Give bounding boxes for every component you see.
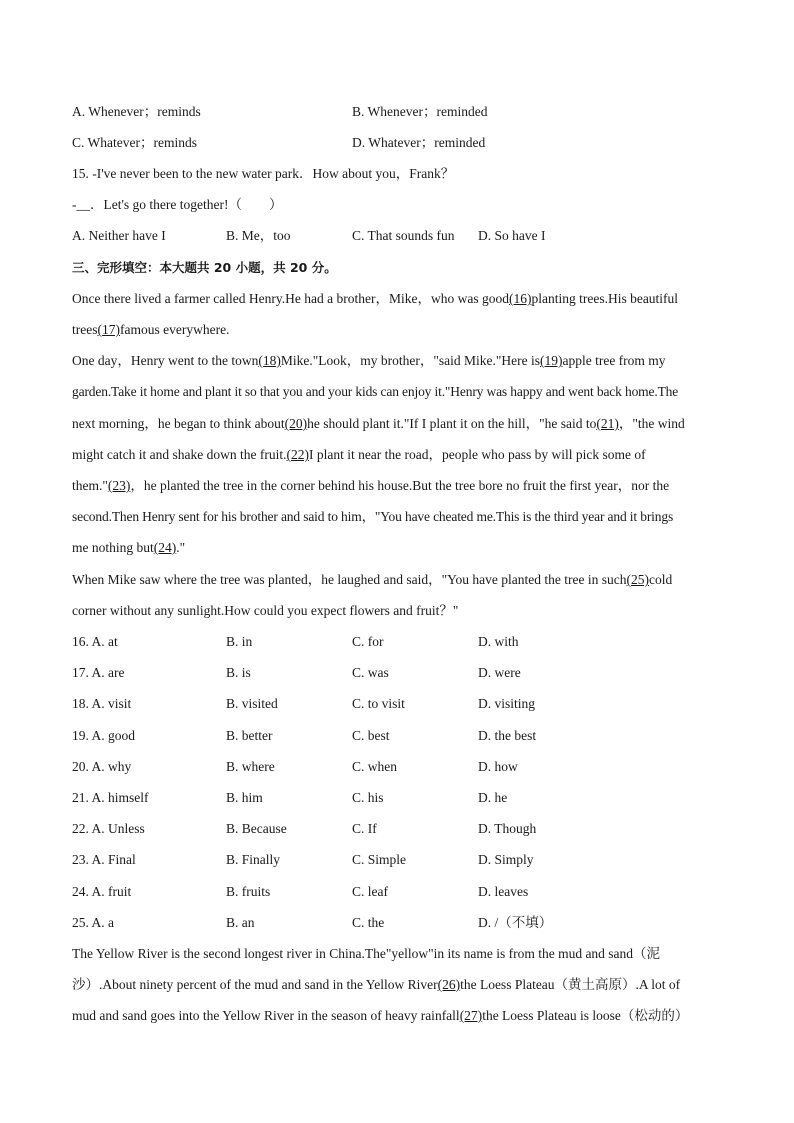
question-17-options	[72, 664, 724, 682]
q14-option-b: B. Whenever；reminded	[352, 104, 488, 119]
option-d: D. with	[478, 634, 519, 649]
option-d: D. the best	[478, 728, 537, 743]
passage1-line-5	[72, 415, 685, 433]
passage-text: apple tree from my	[562, 353, 666, 368]
option-a: 18. A. visit	[72, 696, 132, 711]
passage-text: he should plant it."If I plant it on the hill，"he said to	[307, 416, 597, 431]
option-d: D. how	[478, 759, 518, 774]
option-a: 17. A. are	[72, 665, 125, 680]
passage-text: me nothing but	[72, 540, 154, 555]
option-b: B. is	[226, 665, 251, 680]
q14-option-a: A. Whenever；reminds	[72, 104, 201, 119]
option-b: B. an	[226, 915, 255, 930]
blank-16: (16)	[508, 291, 532, 306]
option-d: D. visiting	[478, 696, 536, 711]
option-a: 25. A. a	[72, 915, 114, 930]
question-25-options	[72, 914, 724, 932]
option-b: B. him	[226, 790, 263, 805]
q14-options-row-2	[72, 134, 724, 152]
option-a: 20. A. why	[72, 759, 132, 774]
option-b: B. visited	[226, 696, 278, 711]
blank-27: (27)	[459, 1008, 483, 1023]
option-d: D. Though	[478, 821, 537, 836]
blank-25: (25)	[626, 572, 649, 587]
option-b: B. Because	[226, 821, 287, 836]
q15-option-b: B. Me，too	[226, 228, 291, 243]
option-a: 21. A. himself	[72, 790, 149, 805]
q15-stem: 15. -I've never been to the new water park．How about you，Frank？	[72, 166, 455, 181]
passage-text: mud and sand goes into the Yellow River in the season of heavy rainfall	[72, 1008, 460, 1023]
option-b: B. Finally	[226, 852, 281, 867]
passage1-line-2	[72, 321, 229, 339]
q15-options	[72, 227, 724, 245]
option-a: 19. A. good	[72, 728, 136, 743]
q15-reply: -__．Let's go there together!（ ）	[72, 197, 283, 212]
option-c: C. the	[352, 915, 385, 930]
option-c: C. his	[352, 790, 384, 805]
question-21-options	[72, 789, 724, 807]
passage-text: One day，Henry went to the town	[72, 353, 259, 368]
option-b: B. better	[226, 728, 273, 743]
passage2-line-1: The Yellow River is the second longest river in China.The"yellow"in its name is from the mud and sand（泥	[72, 946, 661, 961]
option-d: D. Simply	[478, 852, 534, 867]
option-a: 23. A. Final	[72, 852, 136, 867]
option-c: C. to visit	[352, 696, 405, 711]
passage-text: I plant it near the road，people who pass by will pick some of	[308, 447, 646, 462]
option-c: C. If	[352, 821, 377, 836]
option-c: C. when	[352, 759, 397, 774]
question-24-options	[72, 883, 724, 901]
blank-18: (18)	[258, 353, 281, 368]
blank-20: (20)	[284, 416, 308, 431]
option-c: C. leaf	[352, 884, 388, 899]
q14-options-row-1	[72, 103, 724, 121]
option-a: 16. A. at	[72, 634, 118, 649]
passage-text: famous everywhere.	[119, 322, 230, 337]
passage-text: planting trees.His beautiful	[531, 291, 679, 306]
option-a: 22. A. Unless	[72, 821, 145, 836]
q15-option-d: D. So have I	[478, 228, 546, 243]
option-c: C. for	[352, 634, 384, 649]
passage1-line-8: second.Then Henry sent for his brother and said to him，"You have cheated me.This is the third year and it brings	[72, 509, 674, 524]
passage1-line-10	[72, 571, 672, 589]
passage2-line-3	[72, 1007, 688, 1025]
option-a: 24. A. fruit	[72, 884, 132, 899]
passage-text: ，he planted the tree in the corner behind his house.But the tree bore no fruit the first year，nor the	[130, 478, 670, 493]
passage1-line-3	[72, 352, 666, 370]
blank-22: (22)	[286, 447, 309, 462]
option-b: B. in	[226, 634, 253, 649]
question-22-options	[72, 820, 724, 838]
question-18-options	[72, 695, 724, 713]
passage1-line-6	[72, 446, 646, 464]
passage-text: ，"the wind	[618, 416, 685, 431]
option-c: C. best	[352, 728, 390, 743]
passage-text: When Mike saw where the tree was planted，he laughed and said，"You have planted the tree in such	[72, 572, 627, 587]
passage-text: 沙）.About ninety percent of the mud and sand in the Yellow River	[72, 977, 438, 992]
option-d: D. leaves	[478, 884, 529, 899]
passage-text: Once there lived a farmer called Henry.He had a brother，Mike，who was good	[72, 291, 509, 306]
passage-text: the Loess Plateau is loose（松动的）	[482, 1008, 689, 1023]
passage-text: might catch it and shake down the fruit.	[72, 447, 287, 462]
blank-21: (21)	[596, 416, 619, 431]
q15-option-a: A. Neither have I	[72, 228, 166, 243]
passage-text: cold	[648, 572, 673, 587]
option-d: D. he	[478, 790, 508, 805]
passage-text: the Loess Plateau（黄土高原）.A lot of	[460, 977, 681, 992]
question-23-options	[72, 851, 724, 869]
question-19-options	[72, 727, 724, 745]
passage-text: them."	[72, 478, 108, 493]
question-16-options	[72, 633, 724, 651]
option-c: C. Simple	[352, 852, 407, 867]
blank-23: (23)	[107, 478, 131, 493]
passage2-line-2	[72, 976, 680, 994]
passage-text: next morning，he began to think about	[72, 416, 285, 431]
passage-text: Mike."Look，my brother，"said Mike."Here is	[280, 353, 540, 368]
blank-17: (17)	[97, 322, 120, 337]
option-b: B. where	[226, 759, 275, 774]
passage1-line-7	[72, 477, 669, 495]
option-c: C. was	[352, 665, 389, 680]
passage1-line-1	[72, 290, 678, 308]
option-d: D. /（不填）	[478, 915, 553, 930]
passage1-line-11: corner without any sunlight.How could you expect flowers and fruit？"	[72, 603, 459, 618]
blank-19: (19)	[539, 353, 563, 368]
blank-24: (24)	[153, 540, 177, 555]
q14-option-d: D. Whatever；reminded	[352, 135, 486, 150]
passage-text: trees	[72, 322, 98, 337]
option-d: D. were	[478, 665, 521, 680]
section-3-title: 三、完形填空：本大题共 20 小题，共 20 分。	[72, 260, 337, 275]
option-b: B. fruits	[226, 884, 271, 899]
q14-option-c: C. Whatever；reminds	[72, 135, 197, 150]
q15-option-c: C. That sounds fun	[352, 228, 455, 243]
passage-text: ."	[176, 540, 186, 555]
question-20-options	[72, 758, 724, 776]
passage1-line-9	[72, 539, 185, 557]
passage1-line-4: garden.Take it home and plant it so that you and your kids can enjoy it."Henry was happy and went back home.The	[72, 384, 679, 399]
blank-26: (26)	[437, 977, 461, 992]
